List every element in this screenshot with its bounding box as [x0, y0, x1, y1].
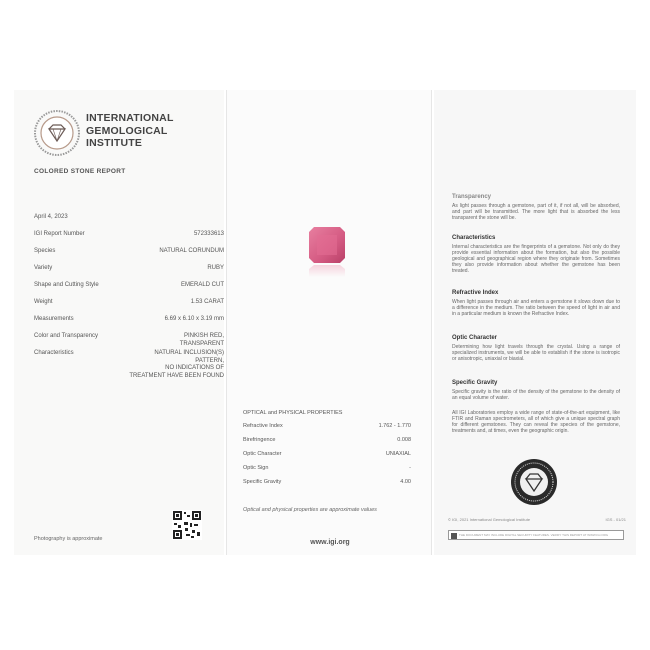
section-text: When light passes through air and enters a gemstone it slows down due to a difference in the medium. The ratio between the speed of light in air and in a particular medium is known the Refractive Index.: [452, 299, 620, 318]
field-value: PINKISH RED, TRANSPARENT: [179, 333, 224, 347]
institute-name-line-3: INSTITUTE: [86, 137, 143, 149]
form-code: IGS - 01/21: [605, 517, 626, 522]
info-section: [452, 194, 620, 221]
field-value: 1.53 CARAT: [190, 299, 224, 305]
field-value: 572333613: [193, 231, 224, 237]
section-text: All IGI Laboratories employ a wide range of state-of-the-art equipment, like FTIR and Raman spectrometers, all of which give a unique spectral graph for different gemstones. They can reveal the species of the gemstone, treatments and, at times, even the geographic origin.: [452, 410, 620, 435]
qr-code-icon: [172, 510, 202, 540]
igi-logo-icon: [34, 110, 80, 156]
security-text: THE DOCUMENT MAY INCLUDE DIGITAL SECURITY FEATURES. VERIFY THIS REPORT AT WWW.IGI.ORG: [459, 533, 609, 537]
field-label: Weight: [34, 299, 53, 305]
section-text: Determining how light travels through the crystal. Using a range of specialized instruments, we will be able to establish if the stone is isotropic or anisotropic, uniaxial or biaxial.: [452, 344, 620, 363]
copyright-footer: [448, 517, 626, 522]
section-heading: Characteristics: [452, 235, 496, 241]
optical-value: UNIAXIAL: [385, 451, 411, 457]
optical-label: Optic Character: [243, 451, 282, 457]
institute-name-line-1: INTERNATIONAL: [86, 112, 174, 124]
field-value: RUBY: [207, 265, 224, 271]
ruby-emerald-cut-icon: [307, 225, 347, 277]
info-section: [452, 235, 620, 275]
field-label: Species: [34, 248, 56, 254]
institute-name-line-2: GEMOLOGICAL: [86, 124, 168, 137]
optical-value: -: [409, 465, 411, 471]
section-text: As light passes through a gemstone, part of it, if not all, will be absorbed, and part will be transmitted. The more light that is absorbed the less transparent the stone will be.: [452, 203, 620, 222]
institute-name: [86, 112, 174, 150]
field-value: NATURAL CORUNDUM: [159, 248, 224, 254]
field-label: Variety: [34, 265, 53, 271]
field-label: Shape and Cutting Style: [34, 282, 99, 288]
field-value: EMERALD CUT: [180, 282, 224, 288]
info-section: [452, 380, 620, 401]
report-front-panel: [14, 90, 224, 555]
section-heading: Specific Gravity: [452, 380, 498, 386]
optical-label: Birefringence: [243, 437, 276, 443]
field-value: 6.69 x 6.10 x 3.19 mm: [164, 316, 224, 322]
report-back-panel: [434, 90, 636, 555]
approximate-values-note: Optical and physical properties are approximate values: [243, 507, 377, 513]
optical-properties-title: OPTICAL and PHYSICAL PROPERTIES: [243, 410, 343, 416]
security-bar: [448, 530, 624, 540]
photo-disclaimer: Photography is approximate: [34, 536, 103, 542]
info-section: [452, 290, 620, 317]
optical-value: 1.762 - 1.770: [378, 423, 411, 429]
optical-value: 4.00: [400, 479, 411, 485]
field-label: Color and Transparency: [34, 333, 99, 339]
field-label: IGI Report Number: [34, 231, 85, 237]
field-label: Characteristics: [34, 350, 74, 356]
optical-value: 0.008: [397, 437, 411, 443]
section-heading: Transparency: [452, 194, 492, 200]
website-link[interactable]: www.igi.org: [310, 539, 350, 546]
optical-label: Optic Sign: [243, 465, 269, 471]
info-section: [452, 335, 620, 362]
section-text: Specific gravity is the ratio of the density of the gemstone to the density of an equal volume of water.: [452, 389, 620, 402]
optical-label: Specific Gravity: [243, 479, 282, 485]
section-heading: Optic Character: [452, 335, 498, 341]
report-date-value: April 4, 2023: [34, 214, 68, 220]
report-title: COLORED STONE REPORT: [34, 168, 126, 175]
report-middle-panel: [226, 90, 432, 555]
field-label: Measurements: [34, 316, 74, 322]
igi-seal-icon: [510, 458, 558, 506]
section-text: Internal characteristics are the fingerprints of a gemstone. Not only do they provide essential information about the formation, but also the possible geological and geographical region where they originate from. Sometimes they also provide information about whether the gemstone has been treated.: [452, 244, 620, 275]
security-mark-icon: [451, 533, 457, 539]
section-heading: Refractive Index: [452, 290, 499, 296]
optical-label: Refractive Index: [243, 423, 283, 429]
info-section: [452, 410, 620, 434]
field-value: NATURAL INCLUSION(S) PATTERN, NO INDICATIONS OF TREATMENT HAVE BEEN FOUND: [129, 350, 224, 379]
copyright-text: © IGI, 2021 International Gemological Institute: [448, 517, 531, 522]
